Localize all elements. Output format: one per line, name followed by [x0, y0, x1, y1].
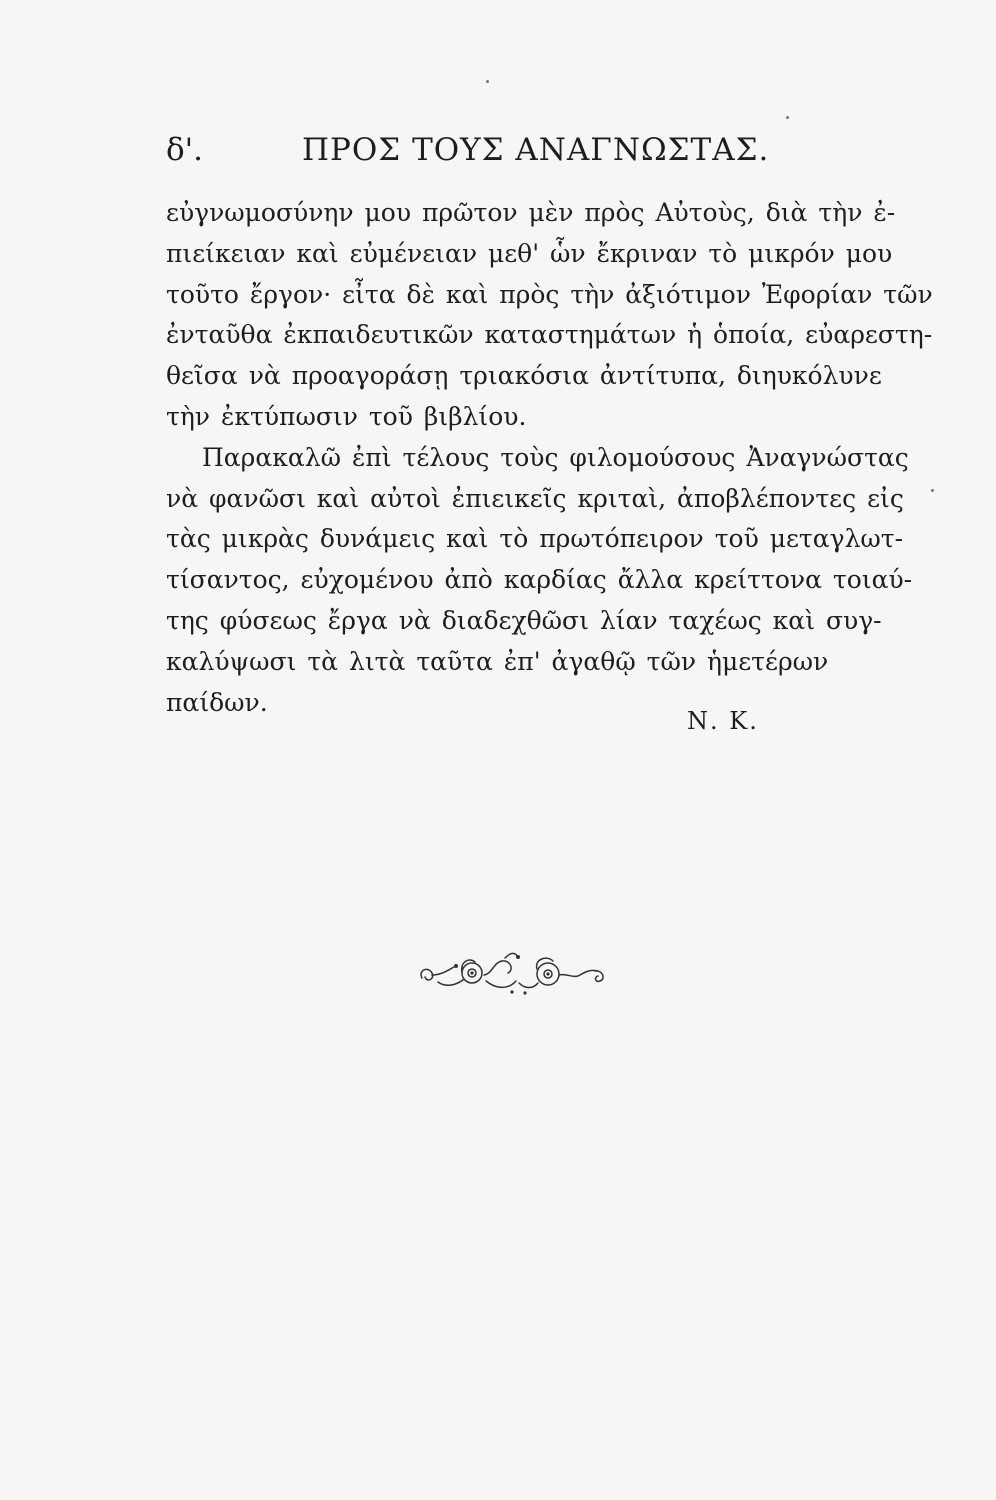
text-line: νὰ φανῶσι καὶ αὐτοὶ ἐπιεικεῖς κριταὶ, ἀποβλέποντες εἰς [166, 483, 904, 513]
paper-speck [486, 80, 489, 83]
paper-speck [931, 489, 934, 492]
body-text [166, 193, 933, 723]
paragraph-start-line: Παρακαλῶ ἐπὶ τέλους τοὺς φιλομούσους Ἀναγνώστας [202, 442, 909, 472]
text-line: ἐνταῦθα ἐκπαιδευτικῶν καταστημάτων ἡ ὁποία, εὐαρεστη- [166, 320, 933, 350]
page-header [166, 132, 770, 168]
floral-tailpiece-ornament-icon [414, 948, 610, 1002]
text-line: πιείκειαν καὶ εὐμένειαν μεθ' ὧν ἔκριναν τὸ μικρόν μου [166, 238, 893, 268]
text-line: τὰς μικρὰς δυνάμεις καὶ τὸ πρωτόπειρον τοῦ μεταγλωτ- [166, 524, 904, 554]
text-line: της φύσεως ἔργα νὰ διαδεχθῶσι λίαν ταχέως καὶ συγ- [166, 605, 882, 635]
text-line: τὴν ἐκτύπωσιν τοῦ βιβλίου. [166, 401, 527, 431]
paper-speck [786, 116, 789, 119]
signature-initials: Ν. Κ. [687, 707, 759, 735]
text-line: τίσαντος, εὐχομένου ἀπὸ καρδίας ἄλλα κρείττονα τοιαύ- [166, 565, 913, 595]
page-number: δ'. [166, 132, 204, 168]
text-line: τοῦτο ἔργον· εἶτα δὲ καὶ πρὸς τὴν ἀξιότιμον Ἐφορίαν τῶν [166, 279, 933, 309]
text-line: καλύψωσι τὰ λιτὰ ταῦτα ἐπ' ἀγαθῷ τῶν ἡμετέρων [166, 646, 829, 676]
text-line: παίδων. [166, 687, 268, 717]
text-line: θεῖσα νὰ προαγοράσῃ τριακόσια ἀντίτυπα, διηυκόλυνε [166, 361, 882, 391]
text-line: εὐγνωμοσύνην μου πρῶτον μὲν πρὸς Αὐτοὺς, διὰ τὴν ἐ- [166, 198, 896, 227]
running-title: ΠΡΟΣ ΤΟΥΣ ΑΝΑΓΝΩΣΤΑΣ. [302, 132, 770, 168]
